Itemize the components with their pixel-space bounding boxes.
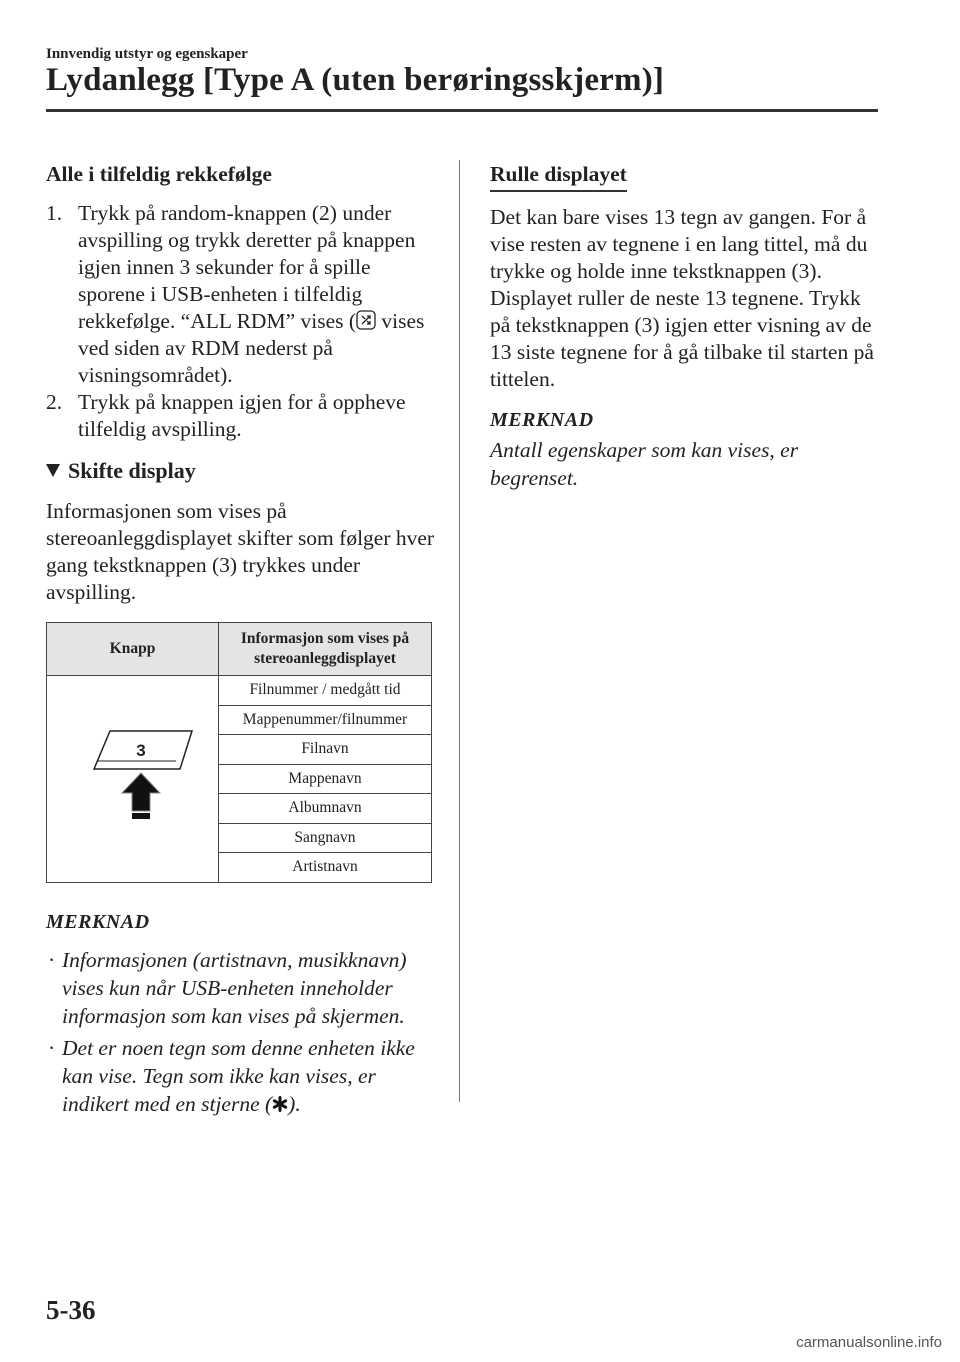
title-rule: [46, 109, 878, 112]
table-header-row: [47, 623, 432, 676]
page-number: 5-36: [46, 1295, 96, 1325]
subhead-random: Alle i tilfeldig rekkefølge: [46, 162, 272, 186]
heading-text: Skifte display: [68, 458, 196, 483]
table-row: [47, 676, 432, 706]
section-label: Innvendig utstyr og egenskaper: [46, 46, 248, 62]
table-cell: Sangnavn: [219, 823, 432, 853]
note-label: MERKNAD: [490, 409, 594, 431]
column-divider: [459, 160, 460, 1102]
bullet: ·: [48, 1035, 56, 1060]
watermark: carmanualsonline.info: [796, 1334, 942, 1351]
bullet: ·: [48, 947, 56, 972]
paragraph-scroll: Det kan bare vises 13 tegn av gangen. For å vise resten av tegnene i en lang tittel, må du trykke og holde inne tekstknappen (3). Displayet ruller de neste 13 tegnene. Trykk på tekstknappen (3) igjen etter visning av de 13 siste tegnene for å gå tilbake til starten på tittelen.: [490, 205, 874, 391]
press-arrow-icon: [122, 773, 160, 819]
button-number: 3: [135, 740, 146, 760]
subhead-text: Rulle displayet: [490, 161, 627, 192]
shuffle-icon: [356, 310, 376, 330]
note-item: [46, 946, 438, 1030]
step-text: Trykk på random-knappen (2) under avspilling og trykk deretter på knappen igjen innen 3 sekunder for å spille sporene i USB-enheten i tilfeldig rekkefølge. “ALL RDM” vises (: [78, 201, 416, 333]
table-header-info: Informasjon som vises på stereoanleggdisplayet: [219, 623, 432, 676]
table-cell: Filnummer / medgått tid: [219, 676, 432, 706]
note-text: Informasjonen (artistnavn, musikknavn) vises kun når USB-enheten inneholder informasjon som kan vises på skjermen.: [62, 947, 407, 1028]
text-button-illustration: [68, 721, 198, 831]
table-cell: Mappenavn: [219, 764, 432, 794]
table-header-knapp: Knapp: [47, 623, 219, 676]
button-illustration-cell: [47, 676, 219, 883]
step-number: 2.: [46, 390, 63, 414]
step-item: [46, 200, 438, 389]
page-title: Lydanlegg [Type A (uten berøringsskjerm)]: [46, 62, 665, 98]
table-cell: Albumnavn: [219, 794, 432, 824]
step-number: 1.: [46, 201, 63, 225]
note-label: MERKNAD: [46, 910, 150, 933]
subhead-rulle: [490, 161, 885, 192]
heading-skifte-display: [46, 457, 438, 484]
note-text-continued: ).: [288, 1091, 301, 1116]
asterisk-icon: [272, 1091, 288, 1107]
note-item: [46, 1034, 438, 1118]
table-cell: Artistnavn: [219, 853, 432, 883]
note-text: Antall egenskaper som kan vises, er begrenset.: [490, 438, 799, 490]
left-column: [46, 161, 438, 1122]
display-info-table: [46, 622, 432, 883]
table-cell: Mappenummer/filnummer: [219, 705, 432, 735]
step-item: [46, 389, 438, 443]
paragraph-display: Informasjonen som vises på stereoanleggdisplayet skifter som følger hver gang tekstknappen (3) trykkes under avspilling.: [46, 499, 435, 604]
table-cell: Filnavn: [219, 735, 432, 765]
step-text-continued: vises ved siden av RDM nederst på visningsområdet).: [78, 309, 425, 387]
steps-list: [46, 200, 438, 443]
note-text: Det er noen tegn som denne enheten ikke kan vise. Tegn som ikke kan vises, er indikert med en stjerne (: [62, 1035, 415, 1116]
right-column: [490, 161, 885, 492]
step-text: Trykk på knappen igjen for å oppheve tilfeldig avspilling.: [78, 390, 406, 441]
triangle-down-icon: [46, 464, 60, 477]
